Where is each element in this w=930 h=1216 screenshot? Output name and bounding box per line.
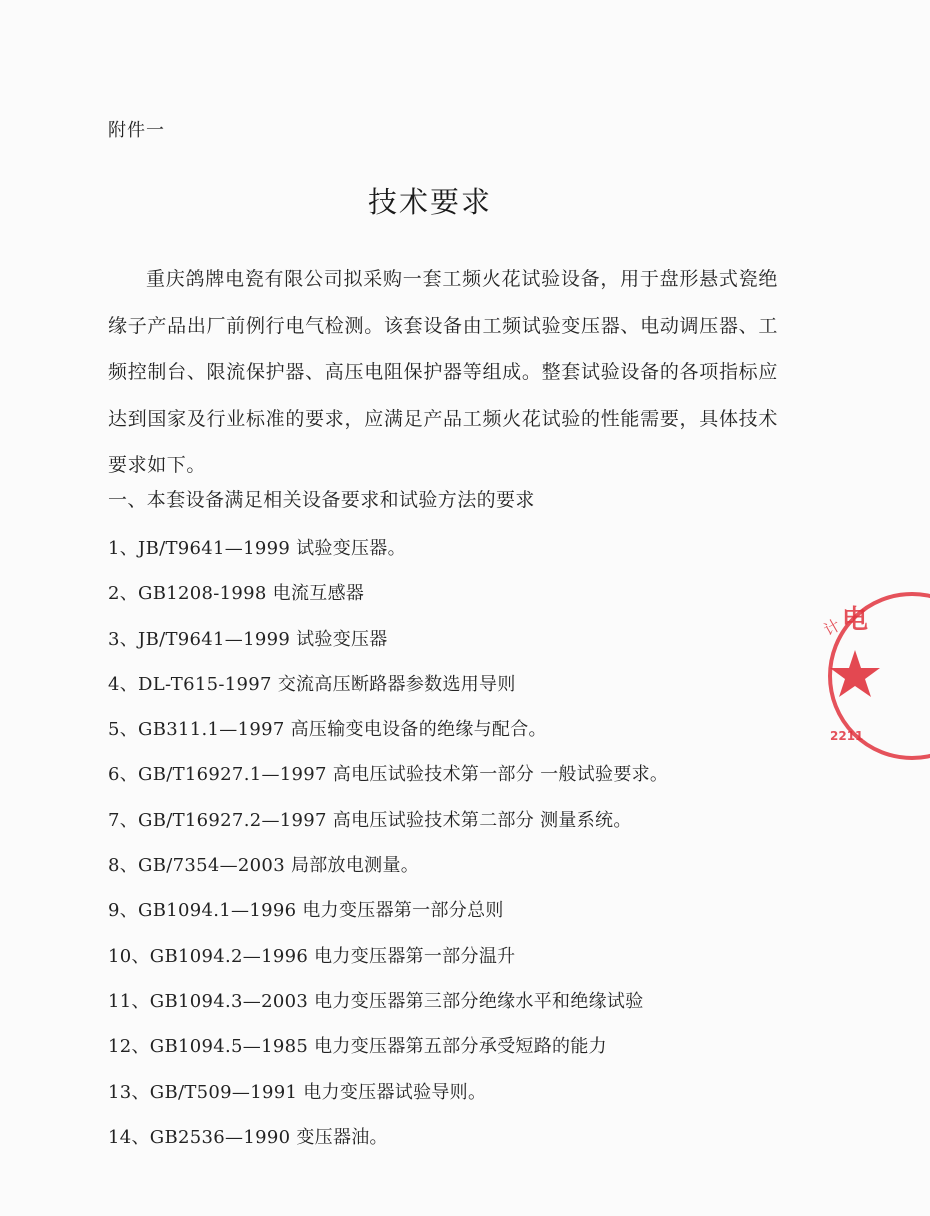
standards-list	[108, 535, 788, 1169]
seal-text-bottom: 2211	[830, 729, 864, 743]
standard-item: 12、GB1094.5—1985 电力变压器第五部分承受短路的能力	[108, 1036, 607, 1058]
standard-item: 7、GB/T16927.2—1997 高电压试验技术第二部分 测量系统。	[108, 809, 632, 831]
standard-item: 11、GB1094.3—2003 电力变压器第三部分绝缘水平和绝缘试验	[108, 990, 644, 1012]
standard-item: 9、GB1094.1—1996 电力变压器第一部分总则	[108, 900, 504, 922]
standard-item: 3、JB/T9641—1999 试验变压器	[108, 628, 388, 650]
standard-item: 8、GB/7354—2003 局部放电测量。	[108, 855, 420, 877]
intro-paragraph: 重庆鸽牌电瓷有限公司拟采购一套工频火花试验设备，用于盘形悬式瓷绝缘子产品出厂前例行电气检测。该套设备由工频试验变压器、电动调压器、工频控制台、限流保护器、高压电阻保护器等组成。整套试验设备的各项指标应达到国家及行业标准的要求，应满足产品工频火花试验的性能需要，具体技术要求如下。	[108, 268, 778, 476]
seal-text-left: 计	[820, 615, 844, 640]
standard-item: 10、GB1094.2—1996 电力变压器第一部分温升	[108, 945, 516, 967]
seal-star-icon	[830, 650, 880, 697]
standard-item: 14、GB2536—1990 变压器油。	[108, 1126, 388, 1148]
document-title: 技术要求	[367, 185, 492, 219]
attachment-label: 附件一	[108, 120, 165, 141]
standard-item: 6、GB/T16927.1—1997 高电压试验技术第一部分 一般试验要求。	[108, 764, 669, 786]
company-seal-stamp	[820, 588, 930, 763]
standard-item: 13、GB/T509—1991 电力变压器试验导则。	[108, 1081, 487, 1103]
standard-item: 1、JB/T9641—1999 试验变压器。	[108, 538, 406, 559]
standard-item: 5、GB311.1—1997 高压输变电设备的绝缘与配合。	[108, 719, 547, 741]
section-heading: 一、本套设备满足相关设备要求和试验方法的要求	[108, 489, 535, 511]
seal-text-top: 电	[842, 605, 869, 635]
standard-item: 2、GB1208-1998 电流互感器	[108, 583, 365, 605]
standard-item: 4、DL-T615-1997 交流高压断路器参数选用导则	[108, 673, 516, 695]
